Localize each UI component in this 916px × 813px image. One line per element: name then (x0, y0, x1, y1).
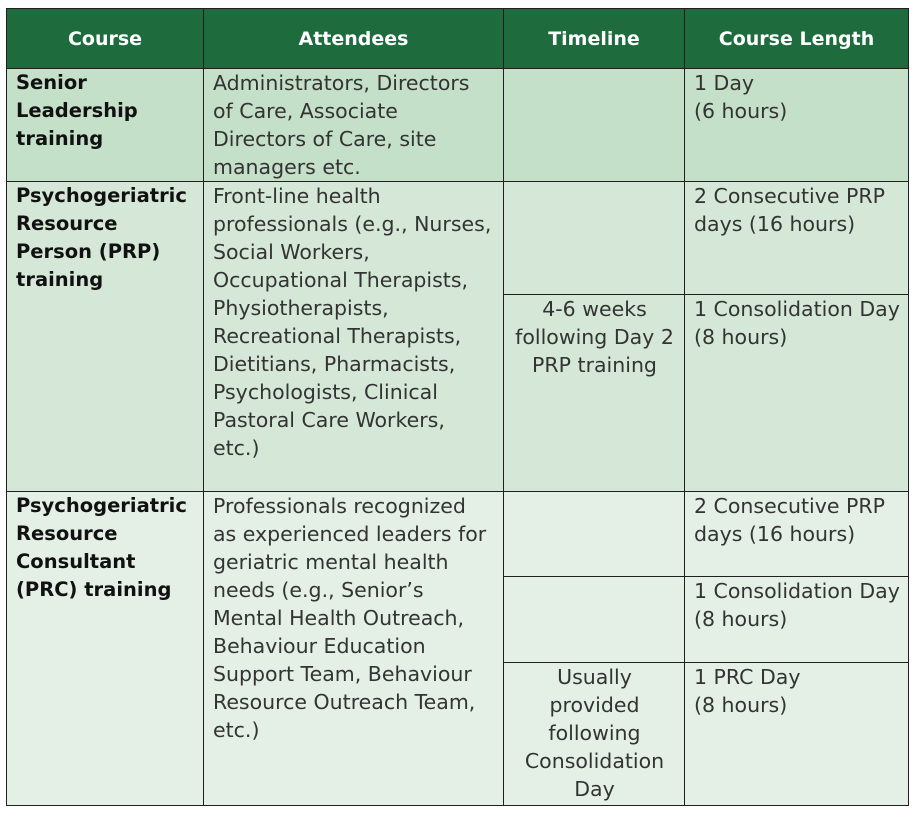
attendees-text: Professionals recognized as experienced leaders for geriatric mental health needs (e.g., Senior’s Mental Health Outreach, Behaviour Education Support Team, Behaviour Resource Outreach Team, etc.) (213, 494, 487, 742)
length-cell (685, 577, 909, 663)
column-header-course-length: Course Length (685, 9, 909, 69)
course-cell (7, 69, 204, 182)
timeline-cell (504, 69, 685, 182)
header-row (7, 9, 909, 69)
length-cell (685, 69, 909, 182)
course-table-container (6, 8, 908, 803)
course-table (6, 8, 909, 806)
course-cell (7, 492, 204, 806)
length-text: 1 Consolidation Day (8 hours) (694, 297, 900, 349)
column-header-timeline: Timeline (504, 9, 685, 69)
column-header-course: Course (7, 9, 204, 69)
attendees-text: Administrators, Directors of Care, Associate Directors of Care, site managers etc. (213, 71, 470, 179)
length-cell (685, 492, 909, 577)
timeline-text: Usually provided following Consolidation Day (524, 665, 665, 801)
course-name: Psychogeriatric Resource Consultant (PRC) training (16, 494, 187, 601)
timeline-cell (504, 577, 685, 663)
length-text: 2 Consecutive PRP days (16 hours) (694, 184, 885, 236)
table-row (7, 492, 909, 577)
timeline-cell (504, 492, 685, 577)
length-text: 1 Consolidation Day (8 hours) (694, 579, 900, 631)
attendees-cell (204, 492, 504, 806)
course-cell (7, 182, 204, 492)
length-cell (685, 663, 909, 806)
table-row (7, 182, 909, 295)
length-text: 1 PRC Day (8 hours) (694, 665, 801, 717)
timeline-text: 4-6 weeks following Day 2 PRP training (515, 297, 674, 377)
timeline-cell (504, 182, 685, 295)
table-row (7, 69, 909, 182)
attendees-cell (204, 182, 504, 492)
timeline-cell (504, 663, 685, 806)
attendees-text: Front-line health professionals (e.g., Nurses, Social Workers, Occupational Therapists, Physiotherapists, Recreational Therapists, Dietitians, Pharmacists, Psychologists, Clinical Pastoral Care Workers, etc.) (213, 184, 492, 460)
length-text: 2 Consecutive PRP days (16 hours) (694, 494, 885, 546)
timeline-cell (504, 295, 685, 492)
course-name: Psychogeriatric Resource Person (PRP) training (16, 184, 187, 291)
length-cell (685, 182, 909, 295)
column-header-attendees: Attendees (204, 9, 504, 69)
length-text: 1 Day (6 hours) (694, 71, 788, 123)
attendees-cell (204, 69, 504, 182)
length-cell (685, 295, 909, 492)
course-name: Senior Leadership training (16, 71, 138, 150)
